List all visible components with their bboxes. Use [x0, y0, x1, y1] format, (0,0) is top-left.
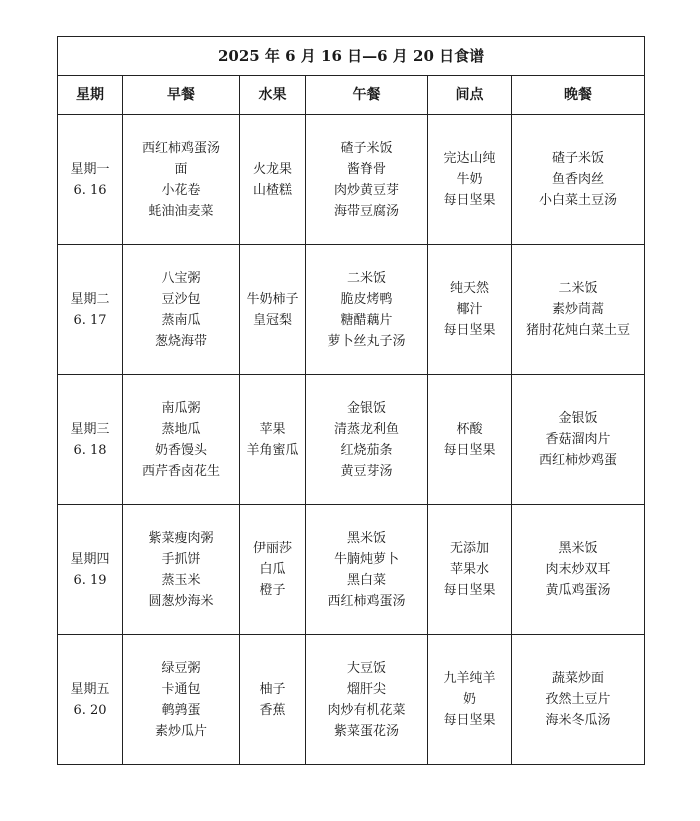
menu-item: 黄豆芽汤: [340, 463, 393, 479]
snack-cell: [428, 635, 512, 765]
snack-cell: [428, 115, 512, 245]
menu-item: 香蕉: [259, 702, 286, 718]
menu-item: 八宝粥: [161, 270, 201, 286]
menu-item: 每日坚果: [443, 193, 496, 208]
menu-item: 二米饭: [346, 270, 386, 286]
menu-item: 黄瓜鸡蛋汤: [545, 583, 611, 598]
breakfast-cell: [123, 375, 240, 505]
weekday-label: 星期五: [70, 681, 110, 697]
menu-item: 每日坚果: [443, 713, 496, 728]
header-day: 星期: [58, 76, 123, 115]
dinner-cell: [512, 115, 645, 245]
menu-item: 奶: [462, 692, 476, 707]
menu-item: 椰汁: [456, 302, 483, 317]
menu-item: 黑白菜: [346, 572, 386, 588]
dinner-cell: [512, 635, 645, 765]
dinner-cell: [512, 245, 645, 375]
fruit-cell: [240, 375, 306, 505]
weekday-label: 星期二: [70, 291, 110, 307]
fruit-cell: [240, 505, 306, 635]
date-label: 6. 19: [73, 572, 107, 588]
menu-item: 橙子: [259, 583, 286, 598]
menu-item: 碴子米饭: [552, 151, 605, 166]
menu-item: 苹果: [259, 421, 286, 437]
header-lunch: 午餐: [306, 76, 428, 115]
menu-item: 手抓饼: [161, 551, 201, 567]
menu-item: 紫菜蛋花汤: [333, 723, 399, 739]
menu-item: 白瓜: [259, 562, 286, 577]
menu-item: 每日坚果: [443, 323, 496, 338]
menu-item: 黑米饭: [558, 541, 598, 556]
day-cell: [58, 245, 123, 375]
menu-item: 牛奶: [456, 172, 483, 187]
date-label: 6. 20: [73, 702, 107, 718]
breakfast-cell: [123, 635, 240, 765]
day-cell: [58, 505, 123, 635]
menu-item: 肉炒黄豆芽: [333, 182, 399, 198]
fruit-cell: [240, 115, 306, 245]
menu-item: 面: [174, 161, 188, 177]
menu-item: 蒸玉米: [161, 572, 201, 588]
lunch-cell: [306, 505, 428, 635]
weekday-label: 星期三: [70, 421, 110, 437]
menu-item: 西红柿鸡蛋汤: [327, 593, 406, 609]
menu-item: 葱烧海带: [154, 333, 207, 349]
menu-item: 小白菜土豆汤: [539, 193, 618, 208]
menu-item: 鹌鹑蛋: [161, 702, 201, 718]
day-row-thursday: [58, 505, 645, 635]
breakfast-cell: [123, 115, 240, 245]
menu-item: 完达山纯: [443, 151, 496, 166]
fruit-cell: [240, 245, 306, 375]
menu-item: 绿豆粥: [161, 660, 201, 676]
lunch-cell: [306, 635, 428, 765]
header-snack: 间点: [428, 76, 512, 115]
date-label: 6. 16: [73, 182, 107, 198]
dinner-cell: [512, 505, 645, 635]
day-cell: [58, 635, 123, 765]
menu-item: 红烧茄条: [340, 442, 393, 458]
menu-item: 九羊纯羊: [443, 671, 496, 686]
menu-item: 金银饭: [346, 400, 386, 416]
menu-item: 无添加: [449, 541, 489, 556]
snack-cell: [428, 245, 512, 375]
menu-item: 杯酸: [456, 421, 483, 437]
menu-item: 西芹香卤花生: [141, 463, 220, 479]
menu-item: 黑米饭: [346, 530, 386, 546]
menu-item: 熘肝尖: [346, 681, 386, 697]
menu-table: [57, 36, 645, 765]
day-cell: [58, 115, 123, 245]
menu-item: 碴子米饭: [340, 140, 393, 156]
menu-item: 萝卜丝丸子汤: [327, 333, 406, 349]
day-row-friday: [58, 635, 645, 765]
menu-item: 圆葱炒海米: [148, 593, 214, 609]
lunch-cell: [306, 245, 428, 375]
menu-item: 奶香馒头: [154, 442, 207, 458]
menu-item: 素炒茼蒿: [552, 302, 605, 317]
weekday-label: 星期一: [70, 161, 110, 177]
menu-title: 2025 年 6 月 16 日—6 月 20 日食谱: [58, 37, 645, 76]
menu-item: 金银饭: [558, 411, 598, 426]
header-dinner: 晚餐: [512, 76, 645, 115]
menu-item: 鱼香肉丝: [552, 172, 605, 187]
menu-item: 小花卷: [161, 182, 201, 198]
menu-item: 南瓜粥: [161, 400, 201, 416]
menu-item: 香菇溜肉片: [545, 432, 611, 447]
day-cell: [58, 375, 123, 505]
menu-item: 蒸地瓜: [161, 421, 201, 437]
weekday-label: 星期四: [70, 551, 110, 567]
menu-item: 每日坚果: [443, 583, 496, 598]
day-row-monday: [58, 115, 645, 245]
menu-item: 蒸南瓜: [161, 312, 201, 328]
date-label: 6. 17: [73, 312, 107, 328]
menu-item: 猪肘花炖白菜土豆: [526, 323, 631, 338]
menu-item: 海带豆腐汤: [333, 203, 399, 219]
lunch-cell: [306, 115, 428, 245]
menu-item: 伊丽莎: [252, 541, 292, 556]
menu-item: 苹果水: [449, 562, 489, 577]
menu-item: 孜然土豆片: [545, 692, 611, 707]
menu-item: 脆皮烤鸭: [340, 291, 393, 307]
menu-item: 蚝油油麦菜: [148, 203, 214, 219]
menu-item: 酱脊骨: [346, 161, 386, 177]
day-row-tuesday: [58, 245, 645, 375]
menu-item: 每日坚果: [443, 442, 496, 458]
menu-item: 海米冬瓜汤: [545, 713, 611, 728]
lunch-cell: [306, 375, 428, 505]
menu-item: 肉炒有机花菜: [327, 702, 406, 718]
menu-item: 羊角蜜瓜: [246, 442, 299, 458]
menu-item: 西红柿炒鸡蛋: [539, 453, 618, 468]
menu-item: 纯天然: [449, 281, 489, 296]
menu-item: 二米饭: [558, 281, 598, 296]
menu-item: 柚子: [259, 681, 286, 697]
menu-item: 紫菜瘦肉粥: [148, 530, 214, 546]
menu-item: 牛腩炖萝卜: [333, 551, 399, 567]
day-row-wednesday: [58, 375, 645, 505]
menu-item: 素炒瓜片: [154, 723, 207, 739]
menu-item: 糖醋藕片: [340, 312, 393, 328]
snack-cell: [428, 375, 512, 505]
snack-cell: [428, 505, 512, 635]
menu-item: 山楂糕: [252, 182, 292, 198]
breakfast-cell: [123, 505, 240, 635]
header-fruit: 水果: [240, 76, 306, 115]
menu-item: 卡通包: [161, 681, 201, 697]
menu-item: 豆沙包: [161, 291, 201, 307]
menu-item: 蔬菜炒面: [552, 671, 605, 686]
dinner-cell: [512, 375, 645, 505]
menu-item: 西红柿鸡蛋汤: [141, 140, 220, 156]
date-label: 6. 18: [73, 442, 107, 458]
menu-item: 火龙果: [252, 161, 292, 177]
menu-item: 大豆饭: [346, 660, 386, 676]
menu-item: 牛奶柿子: [246, 291, 299, 307]
menu-item: 皇冠梨: [252, 312, 292, 328]
menu-item: 清蒸龙利鱼: [333, 421, 399, 437]
breakfast-cell: [123, 245, 240, 375]
header-breakfast: 早餐: [123, 76, 240, 115]
fruit-cell: [240, 635, 306, 765]
menu-item: 肉末炒双耳: [545, 562, 611, 577]
